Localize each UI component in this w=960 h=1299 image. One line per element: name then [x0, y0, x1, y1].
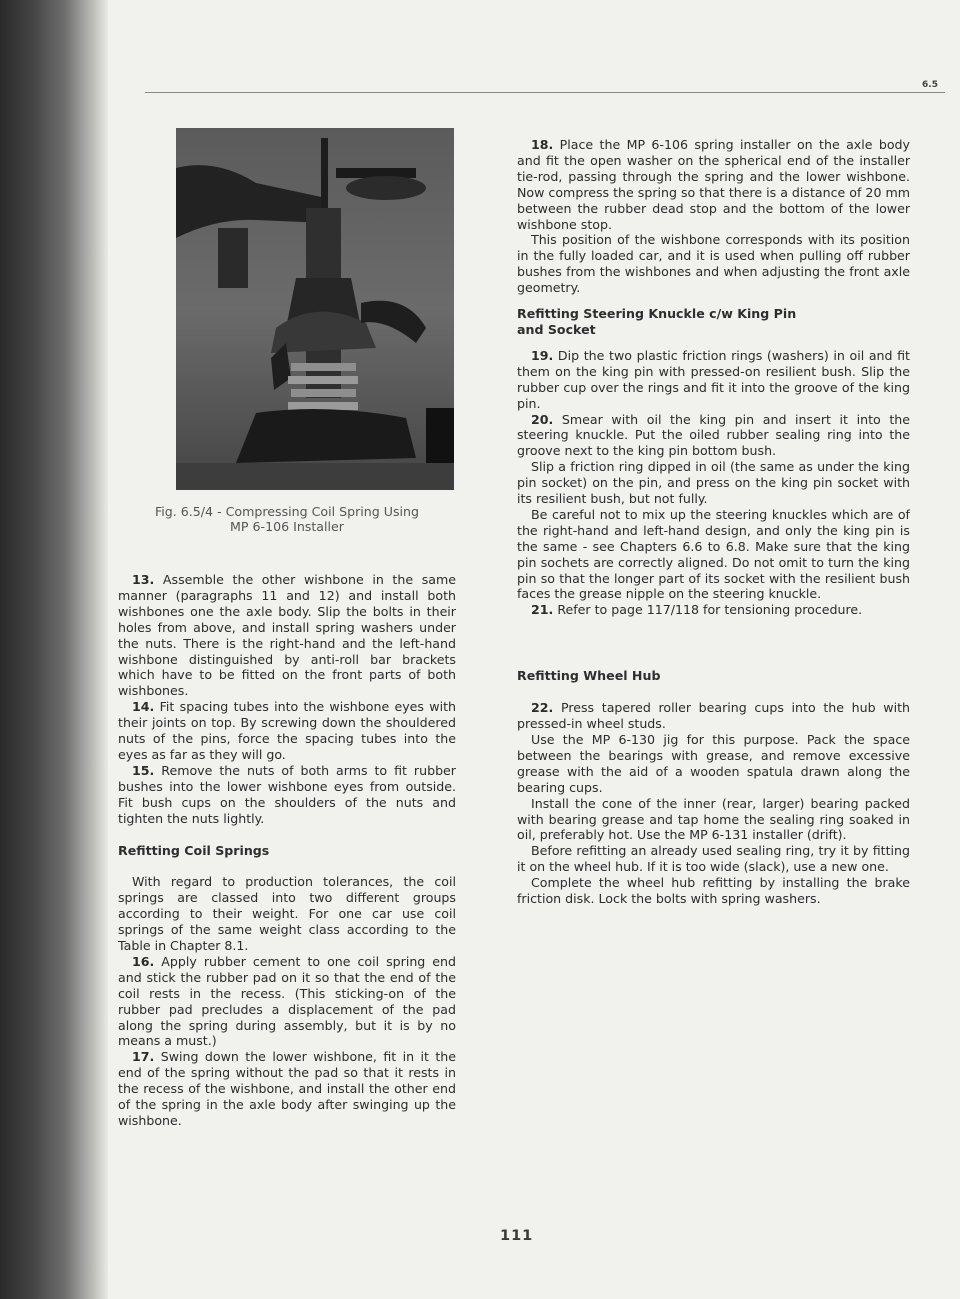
paragraph-coil-intro: With regard to production tolerances, the coil springs are classed into two different groups according to their weight. For one car use coil springs of the same weight class according to the Table in Chapter 8.1. — [118, 874, 456, 954]
paragraph-21: 21. Refer to page 117/118 for tensioning procedure. — [531, 602, 863, 618]
paragraph-14: 14. Fit spacing tubes into the wishbone eyes with their joints on top. By screwing down the shouldered nuts of the pins, force the spacing tubes into the eyes as far as they will go. — [118, 699, 456, 762]
caption-line: MP 6-106 Installer — [230, 519, 344, 534]
page-number: 111 — [500, 1228, 534, 1244]
left-column — [118, 128, 456, 1129]
paragraph-22-sealing: Before refitting an already used sealing ring, try it by fitting it on the wheel hub. If it is too wide (slack), use a new one. — [517, 843, 910, 875]
paragraph-17: 17. Swing down the lower wishbone, fit in it the end of the spring without the pad so that it rests in the recess of the wishbone, and install the other end of the spring in the axle body after swinging up the wishbone. — [118, 1049, 456, 1128]
section-heading-steering-knuckle: Refitting Steering Knuckle c/w King Pin and Socket — [517, 306, 797, 337]
paragraph-16: 16. Apply rubber cement to one coil spring end and stick the rubber pad on it so that the end of the coil rests in the recess. (This sticking-on of the rubber pad precludes a displacement of the pad along the spring during assembly, but it is by no means a must.) — [118, 953, 456, 1049]
paragraph-18: 18. Place the MP 6-106 spring installer on the axle body and fit the open washer on the spherical end of the installer tie-rod, passing through the spring and the lower wishbone. Now compress the spring so that there is a distance of 20 mm between the rubber dead stop and the bottom of the lower wishbone stop. — [517, 137, 911, 232]
paragraph-13: 13. Assemble the other wishbone in the same manner (paragraphs 11 and 12) and install both wishbones one the axle body. Slip the bolts in their holes from above, and install spring washers under the nuts. There is the right-hand and the left-hand wishbone distinguished by anti-roll bar brackets which have to be fitted on the front parts of both wishbones. — [118, 572, 456, 699]
figure-caption — [118, 504, 456, 534]
section-heading-coil-springs: Refitting Coil Springs — [118, 842, 270, 858]
caption-line: Fig. 6.5/4 - Compressing Coil Spring Using — [154, 504, 420, 519]
paragraph-20: 20. Smear with oil the king pin and insert it into the steering knuckle. Put the oiled rubber sealing ring into the groove next to the king pin bottom bush. — [517, 411, 910, 459]
paragraph-22-jig: Use the MP 6-130 jig for this purpose. Pack the space between the bearings with grease, and remove excessive grease with the aid of a wooden spatula drawn along the bearing cups. — [517, 732, 910, 795]
paragraph-22: 22. Press tapered roller bearing cups into the hub with pressed-in wheel studs. — [517, 700, 910, 732]
section-heading-wheel-hub: Refitting Wheel Hub — [517, 668, 661, 684]
chapter-reference: 6.5 — [922, 80, 938, 90]
figure-photo — [176, 128, 454, 490]
paragraph-15: 15. Remove the nuts of both arms to fit rubber bushes into the lower wishbone eyes from outside. Fit bush cups on the shoulders of the nuts and tighten the nuts lightly. — [118, 762, 456, 826]
paragraph-18-cont: This position of the wishbone corresponds with its position in the fully loaded car, and it is used when pulling off rubber bushes from the wishbones and when adjusting the front axle geometry. — [517, 232, 910, 296]
header-rule — [145, 92, 945, 93]
paragraph-22-cone: Install the cone of the inner (rear, larger) bearing packed with bearing grease and tap home the sealing ring soaked in oil, preferably hot. Use the MP 6-131 installer (drift). — [517, 795, 910, 843]
paragraph-19: 19. Dip the two plastic friction rings (washers) in oil and fit them on the king pin with pressed-on resilient bush. Slip the rubber cup over the rings and fit it into the groove of the king pin. — [517, 347, 910, 411]
right-column — [517, 137, 910, 907]
paragraph-20-cont: Slip a friction ring dipped in oil (the same as under the king pin socket) on the pin, and press on the king pin socket with its resilient bush, but not fully. — [517, 459, 910, 507]
paragraph-20-note: Be careful not to mix up the steering knuckles which are of the right-hand and left-hand design, and only the king pin is the same - see Chapters 6.6 to 6.8. Make sure that the king pin sochets are correctly aligned. Do not omit to turn the king pin so that the longer part of its socket with the resilient bush faces the grease nipple on the steering knuckle. — [517, 506, 910, 602]
paragraph-22-complete: Complete the wheel hub refitting by installing the brake friction disk. Lock the bolts with spring washers. — [517, 875, 910, 907]
page-binding-shadow — [0, 0, 108, 1299]
